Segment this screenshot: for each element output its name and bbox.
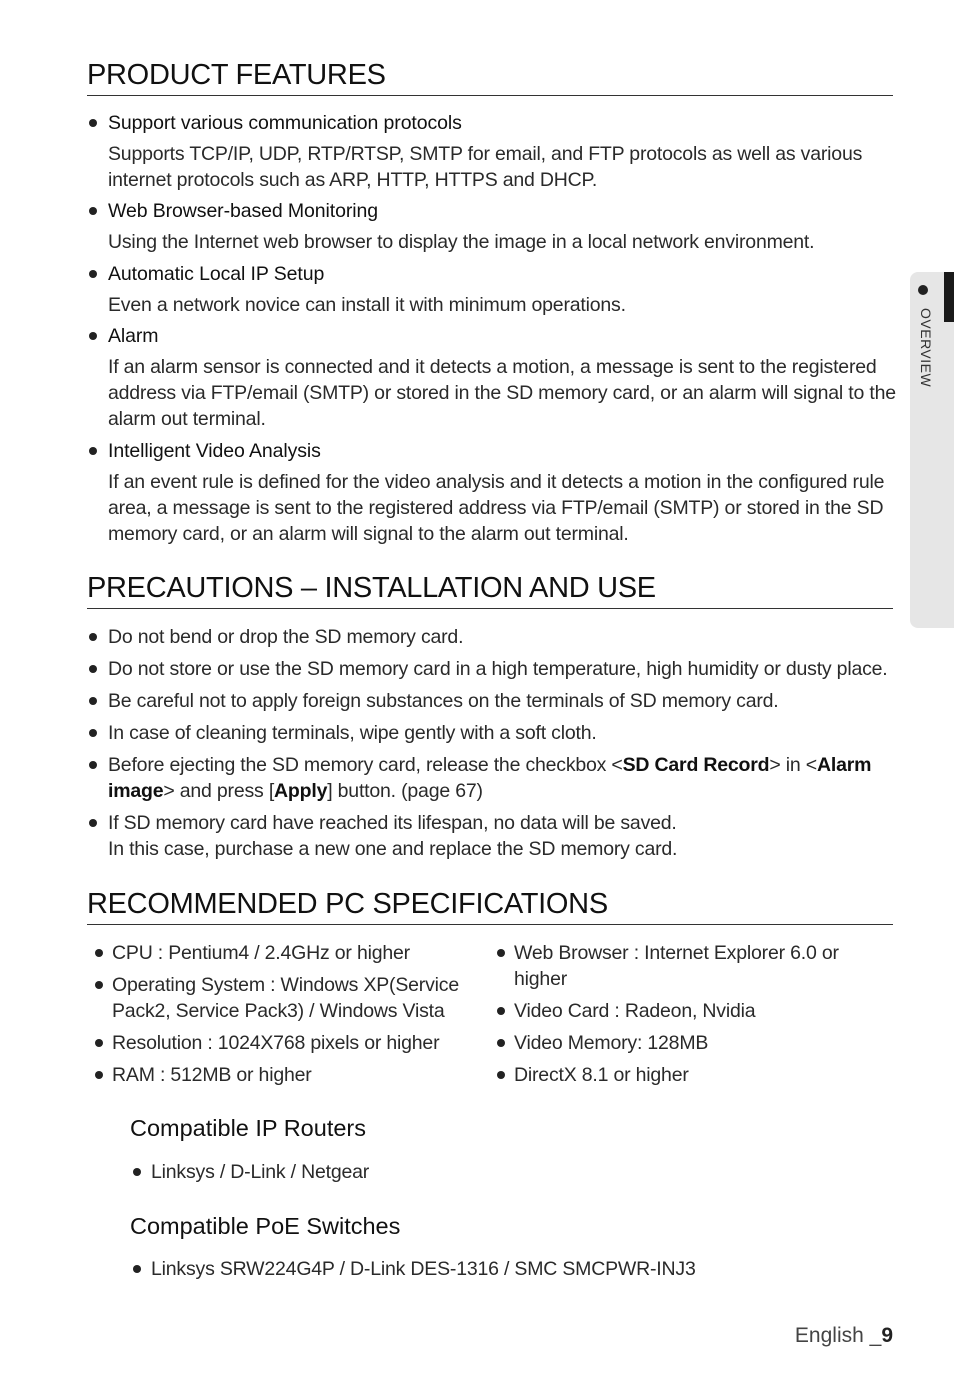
precaution-item: Do not store or use the SD memory card in a high temperature, high humidity or dusty place.	[87, 656, 899, 682]
page-number: 9	[881, 1324, 893, 1347]
footer-language: English _	[794, 1324, 882, 1347]
apply-label: Apply	[274, 780, 328, 802]
lifespan-line: If SD memory card have reached its lifespan, no data will be saved.	[108, 812, 677, 834]
eject-text: Before ejecting the SD memory card, release the checkbox <	[108, 754, 623, 776]
feature-item	[87, 110, 897, 193]
feature-description: Even a network novice can install it with minimum operations.	[108, 294, 626, 316]
section-title-precautions: PRECAUTIONS – INSTALLATION AND USE	[87, 571, 893, 609]
feature-item	[87, 198, 897, 255]
feature-heading: Support various communication protocols	[87, 110, 897, 136]
precaution-item: In case of cleaning terminals, wipe gently with a soft cloth.	[87, 720, 899, 746]
feature-description: Using the Internet web browser to display the image in a local network environment.	[108, 231, 815, 253]
eject-text: > and press [	[163, 780, 275, 802]
spec-item: Operating System : Windows XP(Service Pack2, Service Pack3) / Windows Vista	[91, 972, 471, 1024]
eject-text: > in <	[769, 754, 817, 776]
eject-text: ] button. (page 67)	[327, 780, 483, 802]
spec-item: CPU : Pentium4 / 2.4GHz or higher	[91, 940, 471, 966]
spec-item: Web Browser : Internet Explorer 6.0 or higher	[493, 940, 873, 992]
lifespan-line: In this case, purchase a new one and replace the SD memory card.	[108, 838, 678, 860]
spec-item: DirectX 8.1 or higher	[493, 1062, 873, 1088]
spec-item: RAM : 512MB or higher	[91, 1062, 471, 1088]
precaution-item-eject	[87, 752, 899, 804]
feature-heading: Alarm	[87, 323, 897, 349]
side-tab-label: OVERVIEW	[918, 308, 934, 388]
side-tab-marker	[944, 272, 954, 322]
feature-description: If an event rule is defined for the video analysis and it detects a motion in the configured rule area, a message is sent to the registered address via FTP/email (SMTP) or stored in the SD memory card, or an alarm will signal to the alarm out terminal.	[108, 471, 885, 545]
spec-item: Video Memory: 128MB	[493, 1030, 873, 1056]
sd-card-record-label: SD Card Record	[622, 754, 770, 776]
feature-heading: Web Browser-based Monitoring	[87, 198, 897, 224]
precaution-item-lifespan	[87, 810, 899, 862]
section-title-product-features: PRODUCT FEATURES	[87, 58, 893, 96]
page-footer	[795, 1324, 893, 1348]
poe-list-item: Linksys SRW224G4P / D-Link DES-1316 / SMC SMCPWR-INJ3	[130, 1256, 696, 1282]
feature-item	[87, 261, 897, 318]
precaution-item: Do not bend or drop the SD memory card.	[87, 624, 899, 650]
feature-description: Supports TCP/IP, UDP, RTP/RTSP, SMTP for email, and FTP protocols as well as various internet protocols such as ARP, HTTP, HTTPS and DHCP.	[108, 143, 863, 191]
precaution-item: Be careful not to apply foreign substances on the terminals of SD memory card.	[87, 688, 899, 714]
spec-item: Resolution : 1024X768 pixels or higher	[91, 1030, 471, 1056]
alarm-image-label: Alarm image	[108, 754, 872, 802]
subheading-poe-switches: Compatible PoE Switches	[130, 1213, 401, 1239]
subheading-ip-routers: Compatible IP Routers	[130, 1115, 366, 1141]
router-list-item: Linksys / D-Link / Netgear	[130, 1159, 369, 1185]
feature-heading: Automatic Local IP Setup	[87, 261, 897, 287]
spec-item: Video Card : Radeon, Nvidia	[493, 998, 873, 1024]
feature-description: If an alarm sensor is connected and it detects a motion, a message is sent to the registered address via FTP/email (SMTP) or stored in the SD memory card, or an alarm will signal to the alarm out terminal.	[108, 356, 896, 430]
bullet-dot-icon	[918, 285, 928, 295]
section-title-pc-specifications: RECOMMENDED PC SPECIFICATIONS	[87, 887, 893, 925]
section-side-tab	[910, 272, 954, 628]
feature-item	[87, 438, 897, 547]
feature-item	[87, 323, 897, 432]
feature-heading: Intelligent Video Analysis	[87, 438, 897, 464]
